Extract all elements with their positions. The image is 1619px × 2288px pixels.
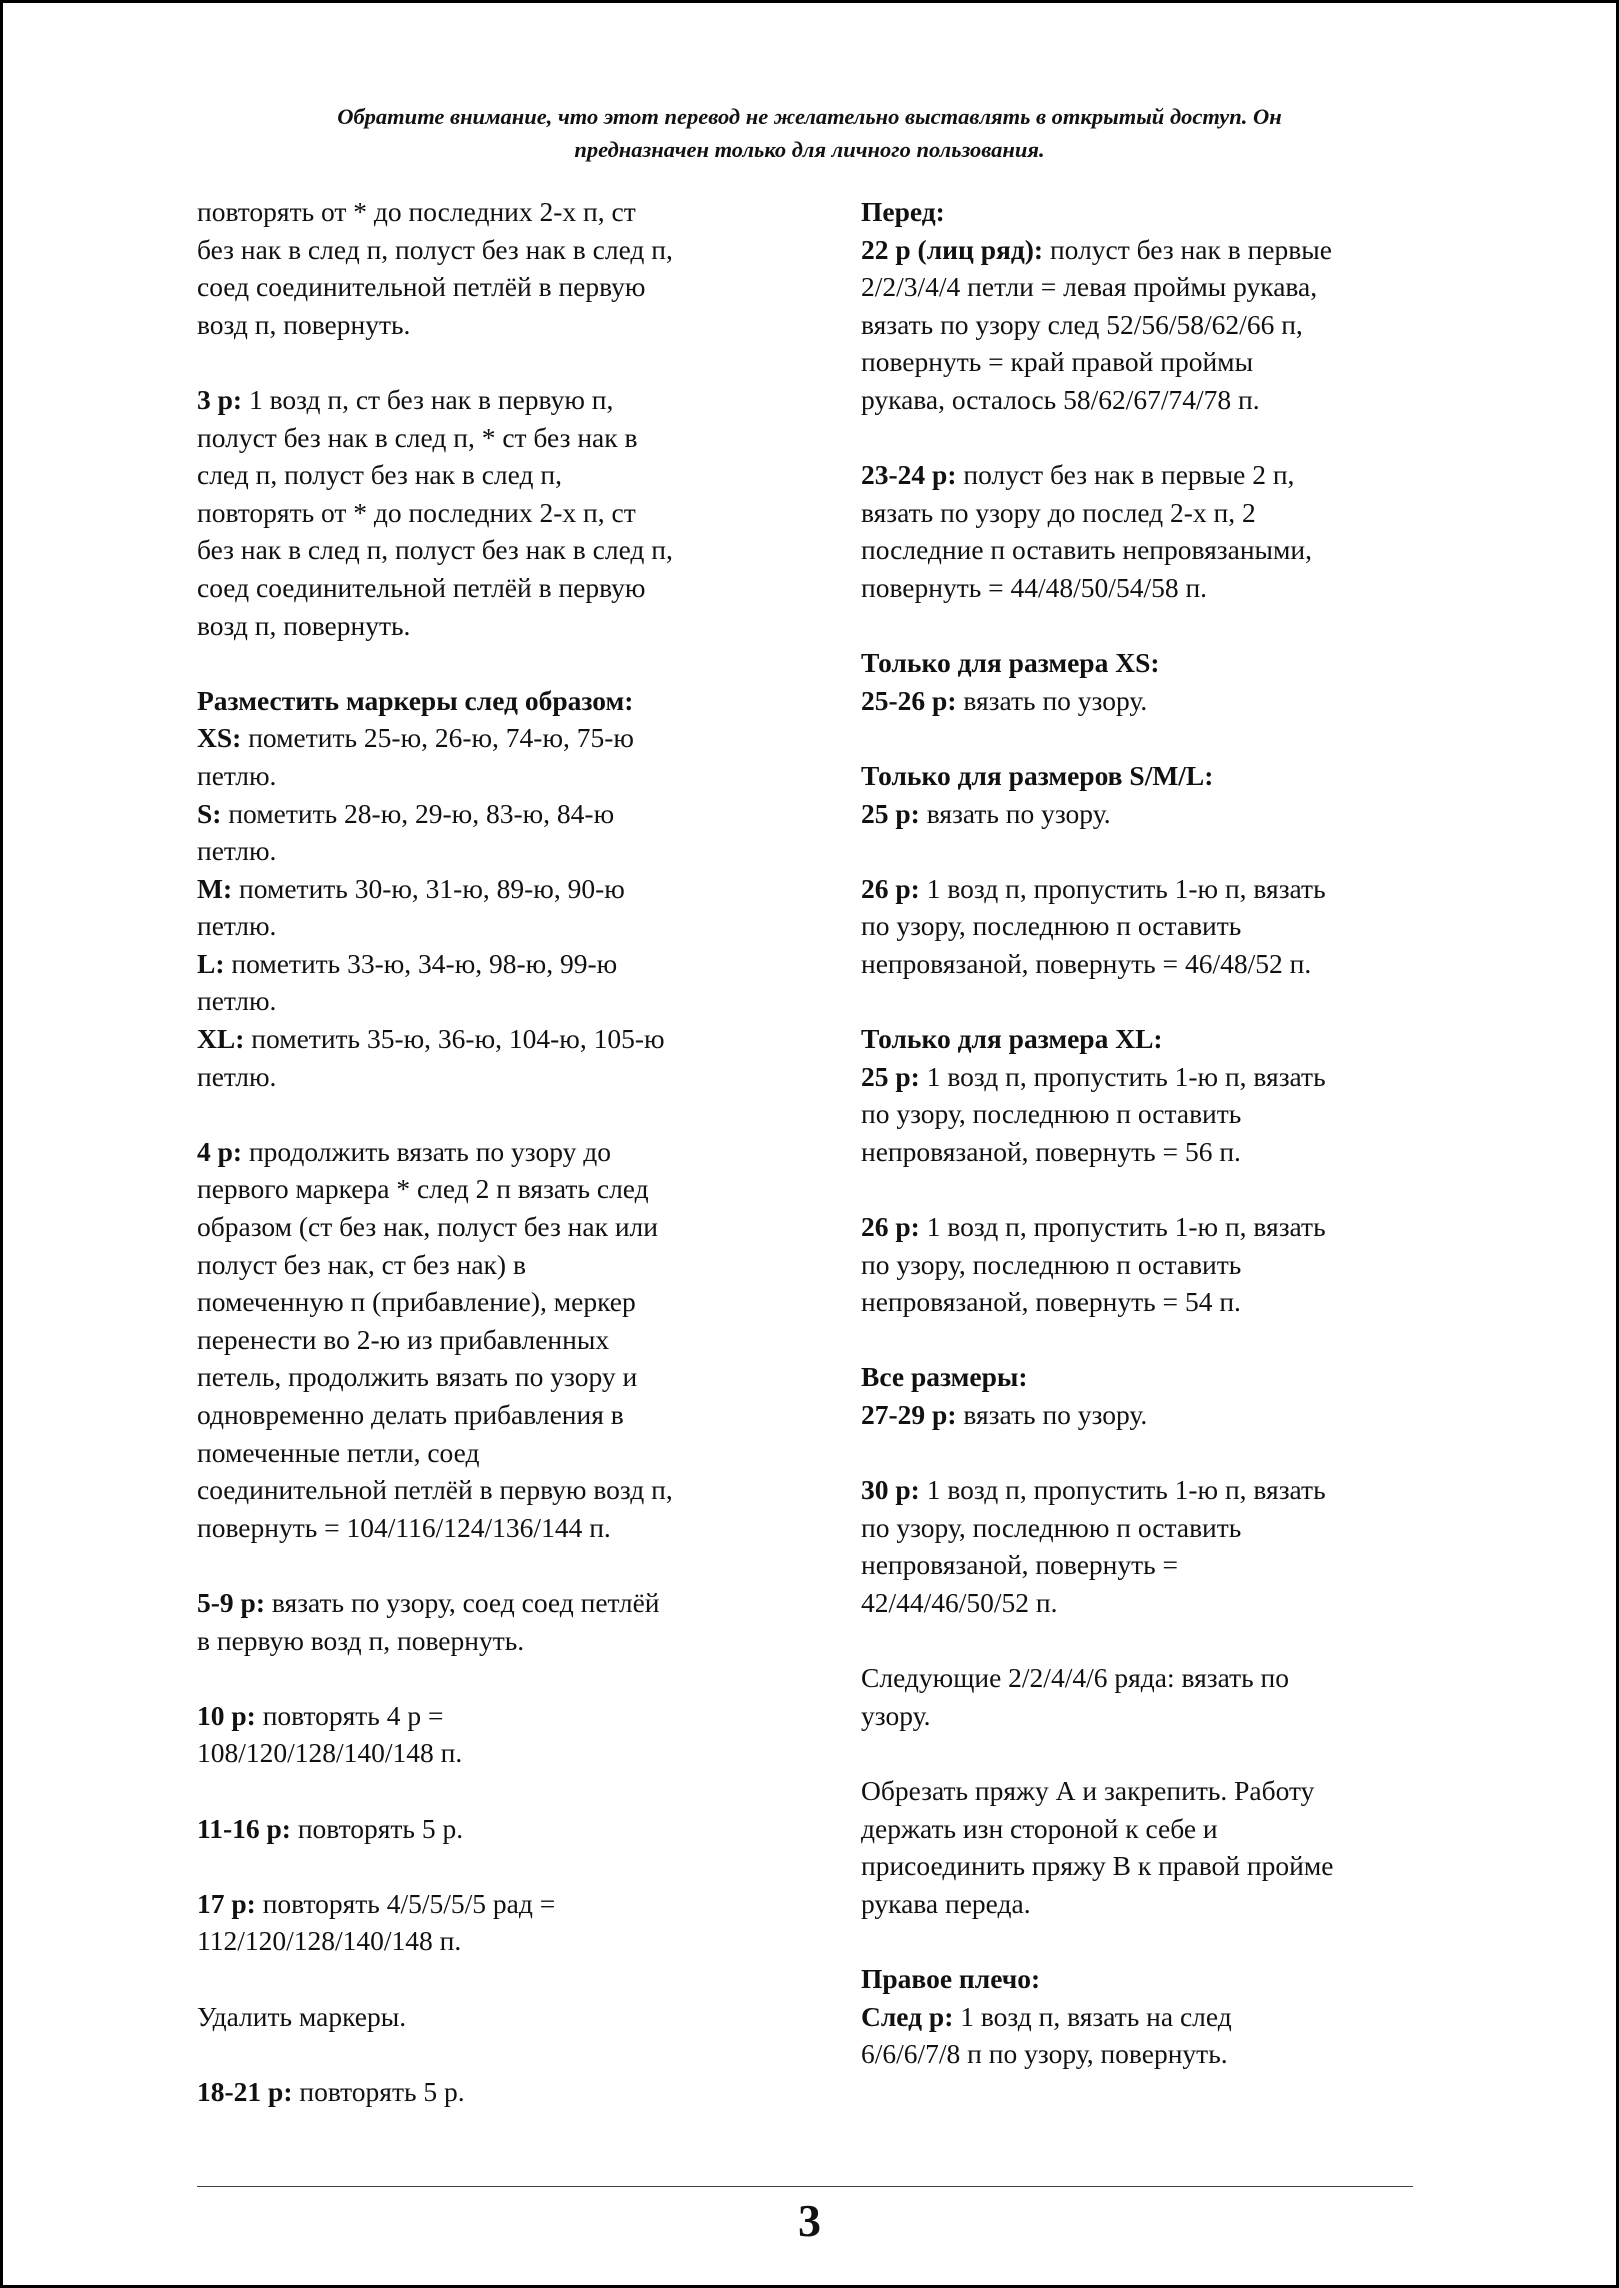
text-line <box>197 832 787 870</box>
row-label: 26 р: <box>861 1211 920 1243</box>
instruction-block <box>197 1584 787 1659</box>
line-text: помеченную п (прибавление), меркер <box>197 1286 636 1318</box>
text-line <box>197 531 787 569</box>
text-line <box>197 1697 787 1735</box>
text-line <box>861 1584 1436 1622</box>
usage-notice <box>153 100 1466 166</box>
line-text: непровязаной, повернуть = 54 п. <box>861 1286 1241 1318</box>
text-line <box>861 907 1436 945</box>
line-text: 1 возд п, пропустить 1-ю п, вязать <box>919 1060 1326 1092</box>
line-text: повернуть = 44/48/50/54/58 п. <box>861 571 1208 603</box>
text-line <box>197 1622 787 1660</box>
row-label: След р: <box>861 2000 954 2032</box>
instruction-block <box>861 1960 1436 2073</box>
text-line <box>861 1020 1436 1058</box>
line-text: 1 возд п, пропустить 1-ю п, вязать <box>919 872 1326 904</box>
text-line <box>197 419 787 457</box>
instruction-block <box>197 381 787 644</box>
text-line <box>861 1697 1436 1735</box>
line-text: петель, продолжить вязать по узору и <box>197 1361 638 1393</box>
row-label: 30 р: <box>861 1474 920 1506</box>
row-label: Правое плечо: <box>861 1962 1041 1994</box>
text-line <box>197 1885 787 1923</box>
line-text: вязать по узору до послед 2-х п, 2 <box>861 496 1256 528</box>
line-text: первого маркера * след 2 п вязать след <box>197 1173 649 1205</box>
line-text: 42/44/46/50/52 п. <box>861 1586 1058 1618</box>
text-line <box>197 682 787 720</box>
text-line <box>197 1584 787 1622</box>
line-text: по узору, последнюю п оставить <box>861 910 1242 942</box>
text-line <box>197 1246 787 1284</box>
text-line <box>197 607 787 645</box>
text-line <box>197 1810 787 1848</box>
text-line <box>861 1208 1436 1246</box>
line-text: повторять от * до последних 2-х п, ст <box>197 196 636 227</box>
line-text: повторять 4/5/5/5/5 рад = <box>255 1887 556 1919</box>
text-line <box>861 1509 1436 1547</box>
text-line <box>861 306 1436 344</box>
text-line <box>197 381 787 419</box>
line-text: соед соединительной петлёй в первую <box>197 571 646 603</box>
line-text: образом (ст без нак, полуст без нак или <box>197 1211 659 1243</box>
text-line <box>861 1471 1436 1509</box>
line-text: непровязаной, повернуть = 46/48/52 п. <box>861 947 1312 979</box>
text-line <box>861 870 1436 908</box>
line-text: полуст без нак в первые <box>1043 233 1332 265</box>
row-label: XL: <box>197 1023 245 1055</box>
text-line <box>861 193 1436 231</box>
text-line <box>197 2073 787 2111</box>
line-text: петлю. <box>197 835 277 867</box>
text-line <box>861 945 1436 983</box>
notice-line: предназначен только для личного пользования. <box>574 137 1045 162</box>
text-line <box>861 1133 1436 1171</box>
line-text: 6/6/6/7/8 п по узору, повернуть. <box>861 2038 1228 2070</box>
text-line <box>197 1396 787 1434</box>
text-line <box>197 494 787 532</box>
line-text: по узору, последнюю п оставить <box>861 1511 1242 1543</box>
line-text: вязать по узору след 52/56/58/62/66 п, <box>861 308 1303 340</box>
text-line <box>197 1998 787 2036</box>
instruction-block <box>861 1772 1436 1922</box>
right-column <box>861 193 1436 2110</box>
instruction-block <box>861 1020 1436 1170</box>
line-text: присоединить пряжу В к правой пройме <box>861 1850 1334 1882</box>
text-line <box>861 1058 1436 1096</box>
line-text: петлю. <box>197 759 277 791</box>
text-line <box>197 795 787 833</box>
text-line <box>197 1509 787 1547</box>
row-label: 17 р: <box>197 1887 256 1919</box>
line-text: полуст без нак в след п, * ст без нак в <box>197 421 638 453</box>
text-line <box>861 682 1436 720</box>
text-line <box>197 231 787 269</box>
text-line <box>861 1772 1436 1810</box>
text-line <box>861 1810 1436 1848</box>
instruction-block <box>197 682 787 1096</box>
row-label: 25 р: <box>861 1060 920 1092</box>
instruction-block <box>197 1810 787 1848</box>
line-text: повторять 5 р. <box>290 1812 464 1844</box>
line-text: петлю. <box>197 985 277 1017</box>
row-label: 22 р (лиц ряд): <box>861 233 1044 265</box>
line-text: Удалить маркеры. <box>197 2000 407 2032</box>
row-label: Разместить маркеры след образом: <box>197 684 634 716</box>
text-line <box>861 644 1436 682</box>
row-label: Только для размера XS: <box>861 647 1160 679</box>
instruction-block <box>861 757 1436 832</box>
left-column <box>197 193 787 2148</box>
line-text: рукава переда. <box>861 1887 1031 1919</box>
line-text: Обрезать пряжу А и закрепить. Работу <box>861 1774 1315 1806</box>
text-line <box>861 343 1436 381</box>
text-line <box>197 1471 787 1509</box>
line-text: перенести во 2-ю из прибавленных <box>197 1323 610 1355</box>
footer-divider <box>197 2186 1413 2187</box>
text-line <box>197 945 787 983</box>
row-label: S: <box>197 797 222 829</box>
text-line <box>197 982 787 1020</box>
text-line <box>861 2035 1436 2073</box>
row-label: 23-24 р: <box>861 459 957 491</box>
text-line <box>197 870 787 908</box>
text-line <box>861 381 1436 419</box>
line-text: 112/120/128/140/148 п. <box>197 1925 462 1957</box>
line-text: пометить 30-ю, 31-ю, 89-ю, 90-ю <box>232 872 625 904</box>
line-text: полуст без нак в первые 2 п, <box>956 459 1295 491</box>
text-line <box>861 1659 1436 1697</box>
line-text: повторять от * до последних 2-х п, ст <box>197 496 636 528</box>
line-text: повернуть = край правой проймы <box>861 346 1254 378</box>
row-label: XS: <box>197 722 242 754</box>
text-line <box>861 795 1436 833</box>
row-label: Перед: <box>861 196 945 227</box>
text-line <box>197 306 787 344</box>
line-text: без нак в след п, полуст без нак в след п, <box>197 233 673 265</box>
text-line <box>861 1396 1436 1434</box>
instruction-block <box>861 1358 1436 1433</box>
row-label: 25 р: <box>861 797 920 829</box>
line-text: держать изн стороной к себе и <box>861 1812 1218 1844</box>
row-label: Все размеры: <box>861 1361 1028 1393</box>
text-line <box>197 1170 787 1208</box>
page-number: 3 <box>798 2195 821 2246</box>
text-line <box>197 456 787 494</box>
line-text: след п, полуст без нак в след п, <box>197 459 562 491</box>
row-label: 11-16 р: <box>197 1812 291 1844</box>
text-line <box>197 757 787 795</box>
line-text: возд п, повернуть. <box>197 609 411 641</box>
instruction-block <box>861 1471 1436 1621</box>
row-label: M: <box>197 872 233 904</box>
row-label: 5-9 р: <box>197 1586 265 1618</box>
line-text: пометить 33-ю, 34-ю, 98-ю, 99-ю <box>224 947 618 979</box>
text-line <box>861 1546 1436 1584</box>
line-text: 1 возд п, вязать на след <box>953 2000 1232 2032</box>
instruction-block <box>197 2073 787 2111</box>
text-line <box>861 1358 1436 1396</box>
line-text: непровязаной, повернуть = 56 п. <box>861 1135 1241 1167</box>
text-line <box>197 1133 787 1171</box>
line-text: 2/2/3/4/4 петли = левая проймы рукава, <box>861 271 1318 303</box>
row-label: 26 р: <box>861 872 920 904</box>
text-line <box>861 1998 1436 2036</box>
text-line <box>861 1246 1436 1284</box>
text-line <box>197 719 787 757</box>
line-text: повторять 4 р = <box>255 1699 444 1731</box>
text-line <box>197 1434 787 1472</box>
text-line <box>197 1020 787 1058</box>
text-line <box>861 494 1436 532</box>
line-text: в первую возд п, повернуть. <box>197 1624 525 1656</box>
row-label: Только для размера XL: <box>861 1023 1163 1055</box>
text-line <box>861 569 1436 607</box>
text-line <box>197 569 787 607</box>
line-text: петлю. <box>197 1060 277 1092</box>
line-text: вязать по узору. <box>956 684 1148 716</box>
line-text: 108/120/128/140/148 п. <box>197 1737 463 1769</box>
line-text: полуст без нак, ст без нак) в <box>197 1248 526 1280</box>
instruction-block <box>861 456 1436 606</box>
line-text: петлю. <box>197 910 277 942</box>
line-text: соединительной петлёй в первую возд п, <box>197 1474 673 1506</box>
instruction-block <box>197 1998 787 2036</box>
instruction-block <box>197 1885 787 1960</box>
text-line <box>861 1847 1436 1885</box>
line-text: вязать по узору. <box>956 1399 1148 1430</box>
instruction-block <box>197 1133 787 1547</box>
row-label: 4 р: <box>197 1135 243 1167</box>
line-text: 1 возд п, пропустить 1-ю п, вязать <box>919 1211 1326 1243</box>
line-text: соед соединительной петлёй в первую <box>197 271 646 303</box>
text-line <box>197 268 787 306</box>
line-text: по узору, последнюю п оставить <box>861 1098 1242 1130</box>
text-line <box>197 1358 787 1396</box>
text-line <box>197 1283 787 1321</box>
text-line <box>197 1734 787 1772</box>
instruction-block <box>861 1208 1436 1321</box>
notice-line: Обратите внимание, что этот перевод не желательно выставлять в открытый доступ. Он <box>337 104 1282 129</box>
text-line <box>861 1095 1436 1133</box>
line-text: одновременно делать прибавления в <box>197 1399 624 1430</box>
text-line <box>197 1208 787 1246</box>
line-text: пометить 25-ю, 26-ю, 74-ю, 75-ю <box>241 722 634 754</box>
text-line <box>861 531 1436 569</box>
instruction-block <box>197 1697 787 1772</box>
row-label: L: <box>197 947 225 979</box>
row-label: 27-29 р: <box>861 1399 957 1430</box>
line-text: по узору, последнюю п оставить <box>861 1248 1242 1280</box>
instruction-block <box>861 193 1436 419</box>
text-line <box>861 1283 1436 1321</box>
text-line <box>197 1922 787 1960</box>
instruction-block <box>197 193 787 343</box>
row-label: 25-26 р: <box>861 684 957 716</box>
instruction-block <box>861 870 1436 983</box>
line-text: продолжить вязать по узору до <box>242 1135 611 1167</box>
line-text: Следующие 2/2/4/4/6 ряда: вязать по <box>861 1662 1289 1694</box>
line-text: вязать по узору. <box>919 797 1111 829</box>
line-text: узору. <box>861 1699 931 1731</box>
line-text: непровязаной, повернуть = <box>861 1549 1179 1581</box>
text-line <box>197 193 787 231</box>
line-text: без нак в след п, полуст без нак в след п, <box>197 534 673 566</box>
line-text: повторять 5 р. <box>292 2075 465 2107</box>
line-text: помеченные петли, соед <box>197 1436 480 1468</box>
instruction-block <box>861 1659 1436 1734</box>
line-text: пометить 28-ю, 29-ю, 83-ю, 84-ю <box>221 797 615 829</box>
row-label: Только для размеров S/M/L: <box>861 759 1214 791</box>
line-text: рукава, осталось 58/62/67/74/78 п. <box>861 383 1260 415</box>
line-text: последние п оставить непровязаными, <box>861 534 1313 566</box>
row-label: 18-21 р: <box>197 2075 293 2107</box>
text-line <box>197 907 787 945</box>
line-text: пометить 35-ю, 36-ю, 104-ю, 105-ю <box>244 1023 665 1055</box>
text-line <box>197 1058 787 1096</box>
text-line <box>861 757 1436 795</box>
text-line <box>197 1321 787 1359</box>
row-label: 10 р: <box>197 1699 256 1731</box>
text-line <box>861 456 1436 494</box>
text-line <box>861 1885 1436 1923</box>
line-text: 1 возд п, пропустить 1-ю п, вязать <box>919 1474 1326 1506</box>
text-line <box>861 1960 1436 1998</box>
line-text: 1 возд п, ст без нак в первую п, <box>242 383 614 415</box>
line-text: возд п, повернуть. <box>197 308 411 340</box>
text-line <box>861 268 1436 306</box>
text-line <box>861 231 1436 269</box>
line-text: вязать по узору, соед соед петлёй <box>265 1586 660 1618</box>
line-text: повернуть = 104/116/124/136/144 п. <box>197 1511 611 1543</box>
row-label: 3 р: <box>197 383 243 415</box>
instruction-block <box>861 644 1436 719</box>
